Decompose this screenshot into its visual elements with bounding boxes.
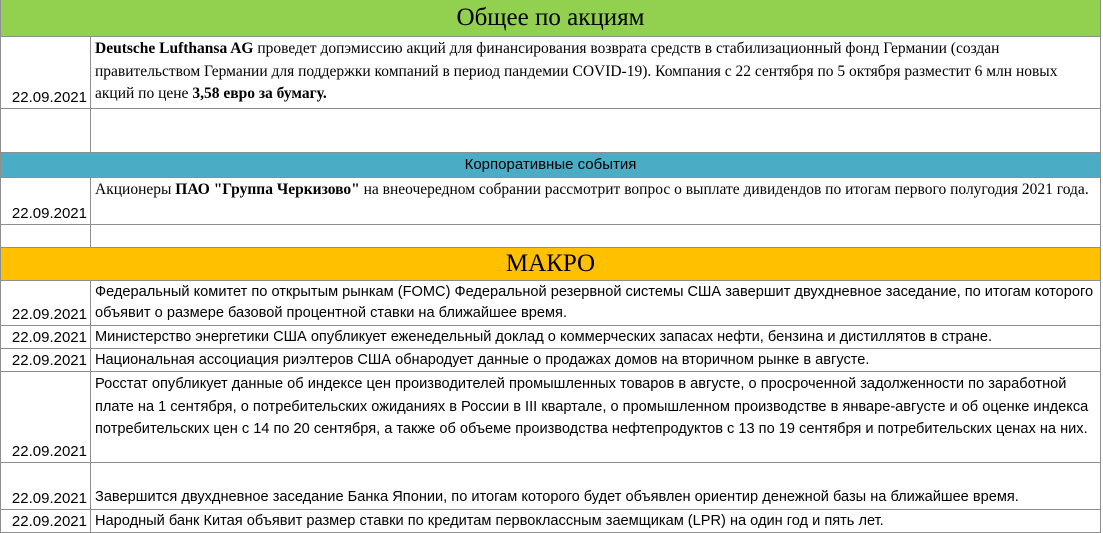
company-name: ПАО "Группа Черкизово" xyxy=(175,181,360,198)
macro-section-title: МАКРО xyxy=(505,249,596,277)
news-row[interactable] xyxy=(0,178,1101,224)
news-text-cell[interactable]: Национальная ассоциация риэлтеров США обнародует данные о продажах домов на вторичном рынке в августе. xyxy=(95,352,870,368)
news-row[interactable] xyxy=(0,372,1101,462)
date-cell: 22.09.2021 xyxy=(1,37,91,108)
news-text-cell[interactable] xyxy=(91,463,1100,509)
news-text: Акционеры xyxy=(95,181,176,198)
news-text-cell[interactable] xyxy=(91,37,1100,108)
news-text-cell[interactable]: Росстат опубликует данные об индексе цен производителей промышленных товаров в августе, о просроченной задолженности по заработной плате на 1 сентября, о потребительских ожиданиях в России в III квартале, о промышленном производстве в январе-августе и об оценке индекса потребительских цен с 14 по 20 сентября, а также об объеме производства нефтепродуктов с 13 по 19 сентября и потребительских ценах на них. xyxy=(95,376,1089,437)
news-text-cell[interactable]: Министерство энергетики США опубликует еженедельный доклад о коммерческих запасах нефти, бензина и дистиллятов в стране. xyxy=(95,329,993,345)
date-cell: 22.09.2021 xyxy=(1,463,91,509)
news-text-cell[interactable]: Народный банк Китая объявит размер ставки по кредитам первоклассным заемщикам (LPR) на один год и пять лет. xyxy=(95,513,884,529)
news-row[interactable] xyxy=(0,37,1101,108)
divider xyxy=(0,247,1101,248)
price-text: 3,58 евро за бумагу. xyxy=(192,85,327,102)
divider xyxy=(0,152,1101,153)
news-row[interactable] xyxy=(0,463,1101,509)
news-text: на внеочередном собрании рассмотрит вопрос о выплате дивидендов по итогам первого полугодия 2021 года. xyxy=(359,181,1089,198)
stocks-section-title: Общее по акциям xyxy=(456,4,645,31)
date-cell: 22.09.2021 xyxy=(1,178,91,224)
stocks-section-header xyxy=(0,0,1101,36)
date-cell: 22.09.2021 xyxy=(1,372,91,462)
news-text: Завершится двухдневное заседание Банка Японии, по итогам которого будет объявлен ориентир денежной базы на ближайшее время. xyxy=(95,489,1019,505)
date-cell: 22.09.2021 xyxy=(1,281,91,325)
empty-row[interactable] xyxy=(0,109,1101,152)
news-row[interactable] xyxy=(0,349,1101,371)
date-cell: 22.09.2021 xyxy=(1,510,91,532)
macro-section-header xyxy=(0,247,1101,280)
date-cell xyxy=(1,225,91,247)
empty-row[interactable] xyxy=(0,225,1101,247)
news-text: проведет допэмиссию акций для финансирования возврата средств в стабилизационный фонд Германии (создан правительством Германии для поддержки компаний в период пандемии COVID-19). Компания с 22 сентября по 5 октября разместит 6 млн новых акций по цене xyxy=(95,40,1058,102)
corporate-section-header xyxy=(0,152,1101,177)
corporate-section-title: Корпоративные события xyxy=(464,156,637,173)
date-cell xyxy=(1,109,91,152)
news-text-cell[interactable]: Федеральный комитет по открытым рынкам (FOMC) Федеральной резервной системы США завершит двухдневное заседание, по итогам которого объявит о размере базовой процентной ставки на ближайшее время. xyxy=(95,284,1094,321)
date-cell: 22.09.2021 xyxy=(1,349,91,371)
news-row[interactable] xyxy=(0,510,1101,532)
company-name: Deutsche Lufthansa AG xyxy=(95,40,254,57)
news-row[interactable] xyxy=(0,281,1101,325)
news-text-cell[interactable] xyxy=(91,178,1100,224)
date-cell: 22.09.2021 xyxy=(1,326,91,348)
news-row[interactable] xyxy=(0,326,1101,348)
